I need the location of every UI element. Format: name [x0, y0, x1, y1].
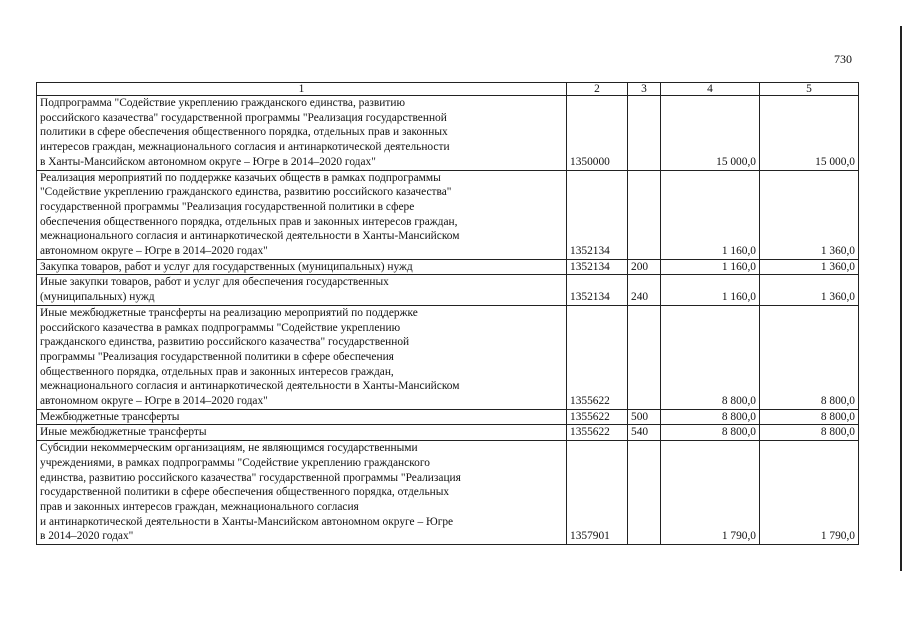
row-value-1: 1 790,0: [661, 441, 760, 545]
row-code: 1357901: [567, 441, 628, 545]
table-row: [37, 275, 859, 305]
row-value-2: 1 360,0: [760, 275, 859, 305]
row-name: Подпрограмма "Содействие укреплению гражданского единства, развитию российского казачества" государственной программы "Реализация государственной политики в сфере обеспечения общественного порядка, отдельных прав и законных интересов граждан, межнационального согласия и антинаркотической деятельности в Ханты-Мансийском автономном округе – Югре в 2014–2020 годах": [37, 96, 567, 171]
header-col-value-2: 5: [760, 83, 859, 96]
row-name: Реализация мероприятий по поддержке казачьих обществ в рамках подпрограммы "Содействие укреплению гражданского единства, развитию российского казачества" государственной программы "Реализация государственной политики в сфере обеспечения общественного порядка, отдельных прав и законных интересов граждан, межнационального согласия и антинаркотической деятельности в Ханты-Мансийском автономном округе – Югре в 2014–2020 годах": [37, 170, 567, 259]
row-value-2: 8 800,0: [760, 305, 859, 409]
header-col-type: 3: [628, 83, 661, 96]
row-value-2: 1 360,0: [760, 170, 859, 259]
row-name: Иные межбюджетные трансферты на реализацию мероприятий по поддержке российского казачества в рамках подпрограммы "Содействие укреплению гражданского единства, развитию российского казачества" государственной программы "Реализация государственной политики в сфере обеспечения общественного порядка, отдельных прав и законных интересов граждан, межнационального согласия и антинаркотической деятельности в Ханты-Мансийском автономном округе – Югре в 2014–2020 годах": [37, 305, 567, 409]
row-name: Межбюджетные трансферты: [37, 409, 567, 425]
page-number: 730: [834, 52, 852, 66]
table-row: [37, 305, 859, 409]
row-type: 200: [628, 259, 661, 275]
row-name: Закупка товаров, работ и услуг для государственных (муниципальных) нужд: [37, 259, 567, 275]
row-code: 1352134: [567, 170, 628, 259]
row-value-2: 8 800,0: [760, 409, 859, 425]
row-code: 1355622: [567, 409, 628, 425]
row-type: [628, 96, 661, 171]
page-edge-rule: [900, 26, 902, 571]
header-col-value-1: 4: [661, 83, 760, 96]
row-code: 1352134: [567, 275, 628, 305]
header-col-name: 1: [37, 83, 567, 96]
row-type: 500: [628, 409, 661, 425]
row-type: 240: [628, 275, 661, 305]
row-value-1: 1 160,0: [661, 170, 760, 259]
row-value-1: 1 160,0: [661, 275, 760, 305]
row-code: 1355622: [567, 425, 628, 441]
row-value-1: 8 800,0: [661, 305, 760, 409]
table-row: [37, 425, 859, 441]
table-row: [37, 441, 859, 545]
budget-table: [36, 82, 859, 545]
row-value-1: 8 800,0: [661, 425, 760, 441]
table-row: [37, 96, 859, 171]
row-code: 1350000: [567, 96, 628, 171]
row-type: [628, 170, 661, 259]
row-type: [628, 305, 661, 409]
header-row: [37, 83, 859, 96]
row-name: Иные межбюджетные трансферты: [37, 425, 567, 441]
row-value-1: 8 800,0: [661, 409, 760, 425]
table-row: [37, 170, 859, 259]
row-value-2: 15 000,0: [760, 96, 859, 171]
table-row: [37, 409, 859, 425]
row-value-1: 1 160,0: [661, 259, 760, 275]
header-col-code: 2: [567, 83, 628, 96]
row-code: 1355622: [567, 305, 628, 409]
table-row: [37, 259, 859, 275]
row-name: Иные закупки товаров, работ и услуг для обеспечения государственных (муниципальных) нужд: [37, 275, 567, 305]
row-type: 540: [628, 425, 661, 441]
row-name: Субсидии некоммерческим организациям, не являющимся государственными учреждениями, в рамках подпрограммы "Содействие укреплению гражданского единства, развитию российского казачества" государственной программы "Реализация государственной политики в сфере обеспечения общественного порядка, отдельных прав и законных интересов граждан, межнационального согласия и антинаркотической деятельности в Ханты-Мансийском автономном округе – Югре в 2014–2020 годах": [37, 441, 567, 545]
row-value-1: 15 000,0: [661, 96, 760, 171]
row-code: 1352134: [567, 259, 628, 275]
row-type: [628, 441, 661, 545]
row-value-2: 8 800,0: [760, 425, 859, 441]
row-value-2: 1 360,0: [760, 259, 859, 275]
row-value-2: 1 790,0: [760, 441, 859, 545]
